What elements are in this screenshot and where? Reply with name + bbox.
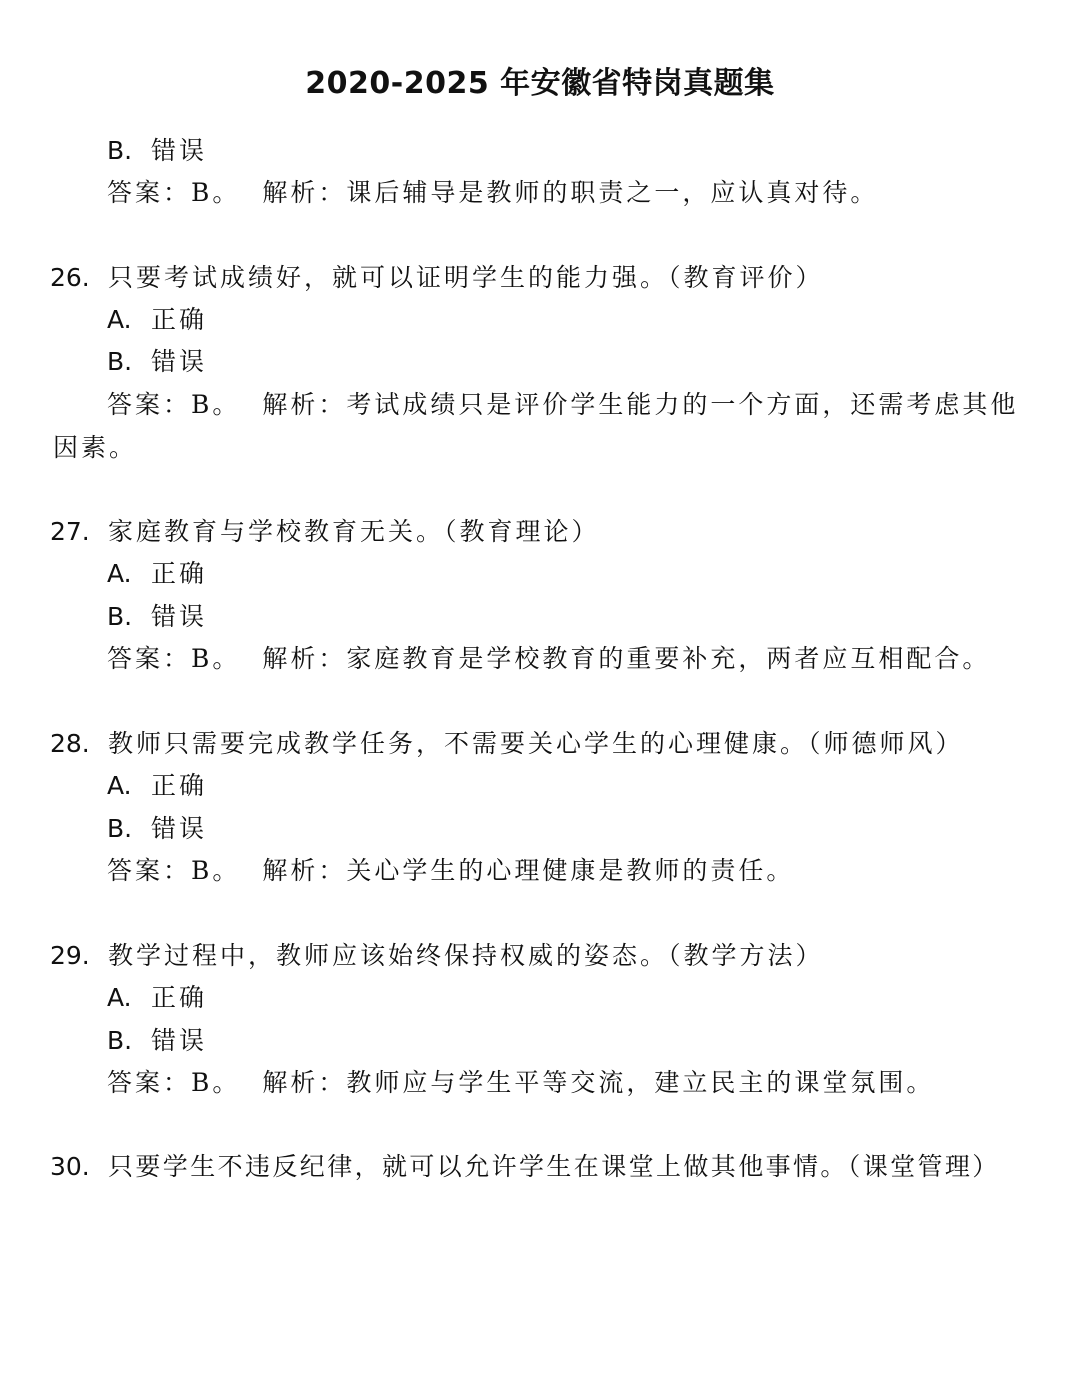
question-text: 教师只需要完成教学任务，不需要关心学生的心理健康。（师德师风） (108, 729, 964, 758)
option-text: 错误 (151, 1026, 208, 1055)
answer: 答案：B。 (107, 390, 241, 419)
answer: 答案：B。 (107, 1068, 241, 1097)
option-text: 正确 (151, 771, 208, 800)
option-a (107, 977, 207, 1019)
option-text: 错误 (151, 602, 208, 631)
answer-line (107, 172, 878, 214)
option-b (107, 341, 207, 383)
answer: 答案：B。 (107, 644, 241, 673)
explanation: 解析：课后辅导是教师的职责之一，应认真对待。 (262, 178, 879, 207)
option-text: 错误 (151, 136, 208, 165)
question-26 (50, 257, 824, 299)
option-label: A. (107, 559, 132, 588)
explanation: 解析：关心学生的心理健康是教师的责任。 (262, 856, 795, 885)
answer-line (107, 1062, 934, 1104)
option-text: 正确 (151, 559, 208, 588)
document-title: 2020-2025 年安徽省特岗真题集 (305, 66, 775, 101)
question-text: 教学过程中，教师应该始终保持权威的姿态。（教学方法） (108, 941, 824, 970)
answer: 答案：B。 (107, 856, 241, 885)
question-30 (50, 1146, 1000, 1188)
option-text: 错误 (151, 814, 208, 843)
explanation-continuation: 因素。 (53, 433, 138, 462)
option-a (107, 553, 207, 595)
question-27 (50, 511, 600, 553)
option-label: B. (107, 602, 133, 631)
question-number: 28. (50, 729, 90, 758)
question-number: 30. (50, 1152, 90, 1181)
option-text: 正确 (151, 305, 208, 334)
option-b (107, 596, 207, 638)
question-text: 只要学生不违反纪律，就可以允许学生在课堂上做其他事情。（课堂管理） (108, 1152, 1000, 1181)
answer-line (107, 384, 1018, 426)
question-number: 29. (50, 941, 90, 970)
option-a (107, 299, 207, 341)
answer: 答案：B。 (107, 178, 241, 207)
question-number: 26. (50, 263, 90, 292)
option-text: 正确 (151, 983, 208, 1012)
answer-line (107, 850, 794, 892)
explanation: 解析：教师应与学生平等交流，建立民主的课堂氛围。 (262, 1068, 935, 1097)
answer-line (107, 638, 990, 680)
option-b (107, 808, 207, 850)
option-a (107, 765, 207, 807)
option-label: A. (107, 305, 132, 334)
question-text: 只要考试成绩好，就可以证明学生的能力强。（教育评价） (108, 263, 824, 292)
option-b (107, 130, 207, 172)
option-b (107, 1020, 207, 1062)
question-28 (50, 723, 964, 765)
option-label: A. (107, 771, 132, 800)
option-text: 错误 (151, 347, 208, 376)
question-29 (50, 935, 824, 977)
option-label: B. (107, 136, 133, 165)
question-text: 家庭教育与学校教育无关。（教育理论） (108, 517, 600, 546)
explanation: 解析：考试成绩只是评价学生能力的一个方面，还需考虑其他 (262, 390, 1019, 419)
question-number: 27. (50, 517, 90, 546)
explanation: 解析：家庭教育是学校教育的重要补充，两者应互相配合。 (262, 644, 991, 673)
option-label: A. (107, 983, 132, 1012)
option-label: B. (107, 1026, 133, 1055)
option-label: B. (107, 814, 133, 843)
option-label: B. (107, 347, 133, 376)
